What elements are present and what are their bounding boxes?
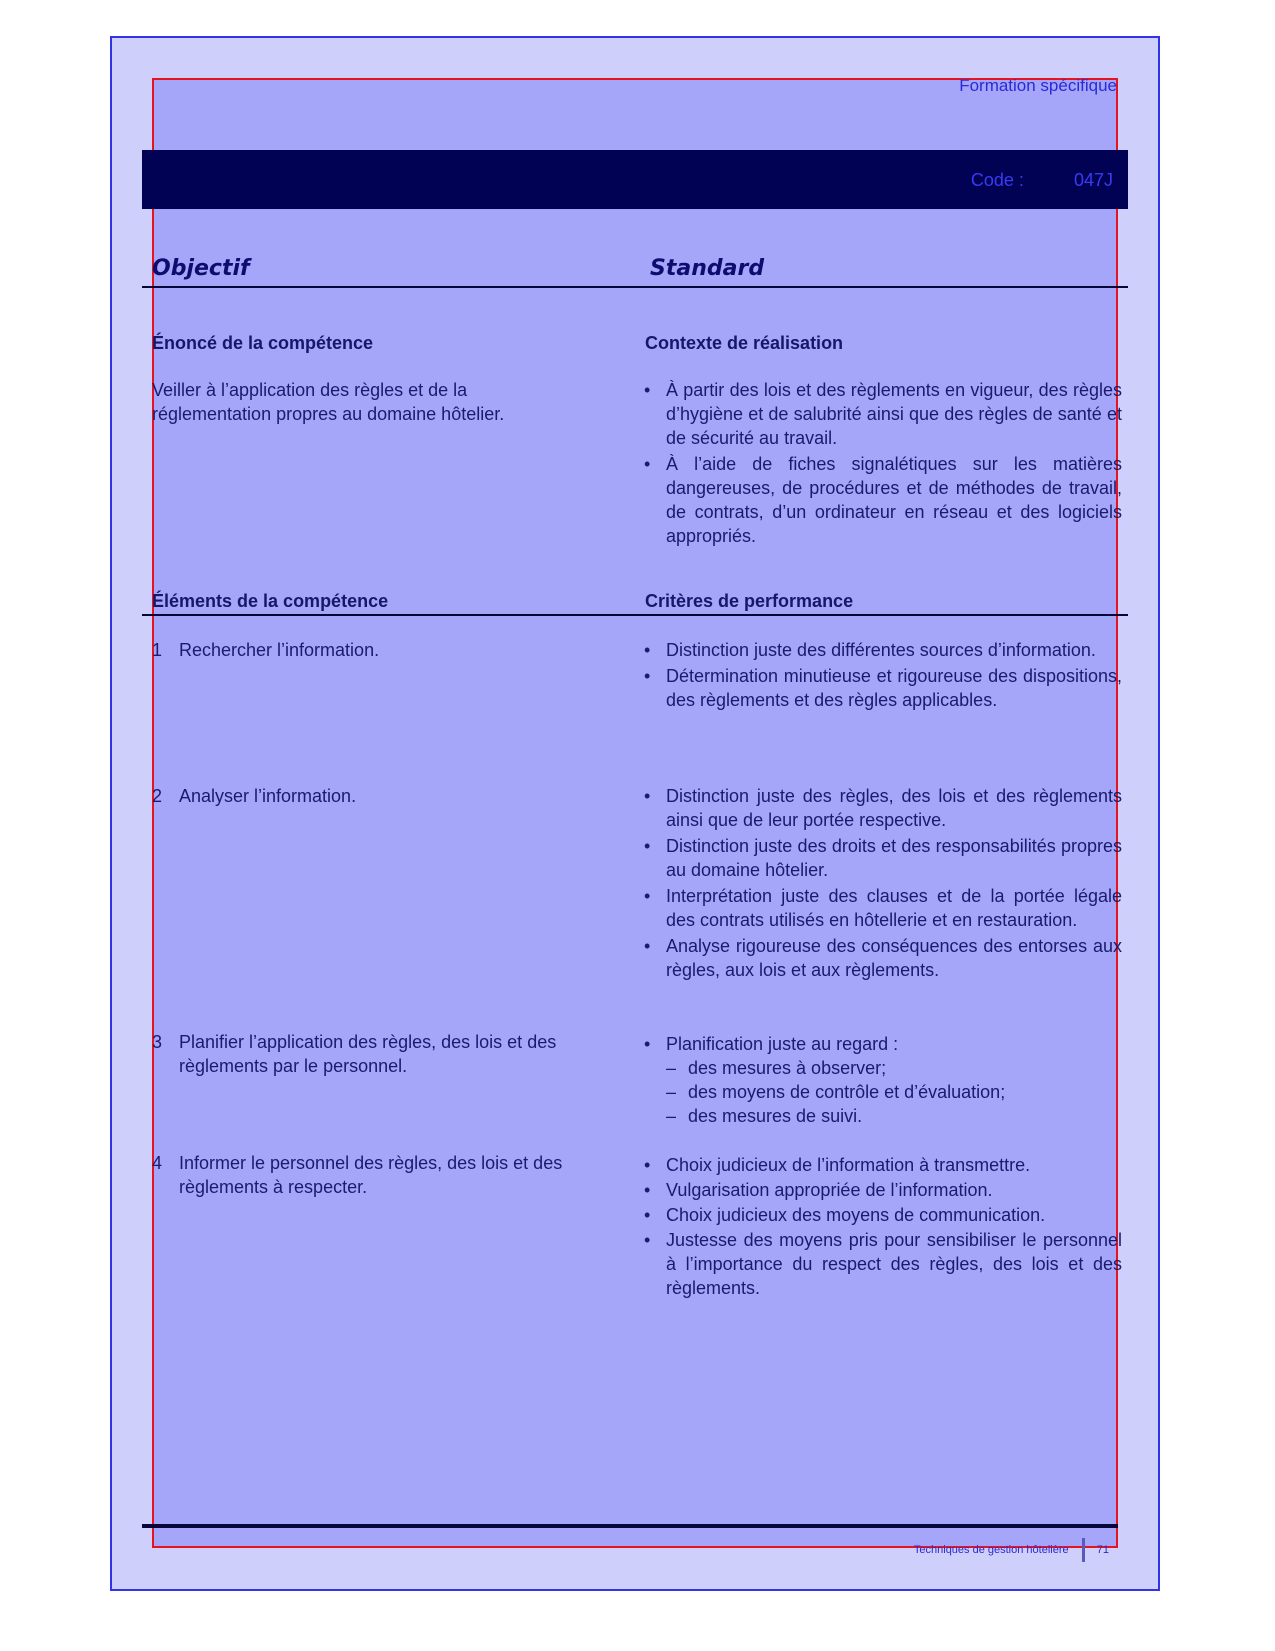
- criterion-item: • Planification juste au regard :: [642, 1032, 1122, 1056]
- heading-rule: [142, 286, 1128, 288]
- elements-rule: [142, 614, 1128, 616]
- element-1: [152, 638, 642, 662]
- top-label: Formation spécifique: [959, 76, 1117, 95]
- footer: [914, 1544, 1109, 1556]
- sub-criterion-item: – des moyens de contrôle et d’évaluation;: [666, 1080, 1122, 1104]
- element-text: Informer le personnel des règles, des lois et des règlements à respecter.: [179, 1153, 563, 1197]
- element-text: Analyser l’information.: [179, 786, 357, 806]
- criterion-item: • Distinction juste des règles, des lois et des règlements ainsi que de leur portée respective.: [642, 784, 1122, 832]
- footer-rule: [142, 1524, 1118, 1528]
- elements-title: Éléments de la compétence: [152, 591, 389, 611]
- element-text: Rechercher l’information.: [179, 640, 380, 660]
- code-value: 047J: [1073, 170, 1113, 190]
- criteria-list-2: [642, 784, 1122, 982]
- element-2: [152, 784, 642, 808]
- sub-criterion-item: – des mesures à observer;: [666, 1056, 1122, 1080]
- criteria-title: Critères de performance: [645, 591, 854, 611]
- column-heading-objective: Objectif: [152, 256, 250, 281]
- element-number: 1: [152, 640, 163, 660]
- criteria-list-4: [642, 1153, 1122, 1300]
- page-number: 71: [1096, 1544, 1109, 1556]
- element-number: 4: [152, 1153, 163, 1173]
- code-line: [971, 170, 1113, 191]
- context-item: • À partir des lois et des règlements en vigueur, des règles d’hygiène et de salubrité ainsi que des règles de santé et de sécurité au travail.: [642, 378, 1122, 450]
- statement-text: Veiller à l’application des règles et de la réglementation propres au domaine hôtelier.: [152, 380, 505, 424]
- element-4: [152, 1151, 642, 1199]
- criterion-item: • Distinction juste des droits et des responsabilités propres au domaine hôtelier.: [642, 834, 1122, 882]
- element-number: 3: [152, 1032, 163, 1052]
- criteria-list-3: [642, 1032, 1122, 1128]
- criterion-item: • Justesse des moyens pris pour sensibiliser le personnel à l’importance du respect des règles, des lois et des règlements.: [642, 1228, 1122, 1300]
- footer-divider: [1082, 1538, 1085, 1562]
- sub-criterion-item: – des mesures de suivi.: [666, 1104, 1122, 1128]
- criterion-item: • Choix judicieux de l’information à transmettre.: [642, 1153, 1122, 1177]
- context-list: [642, 378, 1122, 548]
- element-text: Planifier l’application des règles, des lois et des règlements par le personnel.: [179, 1032, 557, 1076]
- element-3: [152, 1030, 642, 1078]
- context-item: • À l’aide de fiches signalétiques sur les matières dangereuses, de procédures et de méthodes de travail, de contrats, d’un ordinateur en réseau et des logiciels appropriés.: [642, 452, 1122, 548]
- context-title: Contexte de réalisation: [645, 333, 844, 353]
- criterion-item: • Analyse rigoureuse des conséquences des entorses aux règles, aux lois et aux règlements.: [642, 934, 1122, 982]
- statement-title: Énoncé de la compétence: [152, 333, 374, 353]
- element-number: 2: [152, 786, 163, 806]
- criteria-list-1: [642, 638, 1122, 712]
- criterion-item: • Choix judicieux des moyens de communication.: [642, 1203, 1122, 1227]
- criterion-item: • Interprétation juste des clauses et de la portée légale des contrats utilisés en hôtellerie et en restauration.: [642, 884, 1122, 932]
- footer-program: Techniques de gestion hôtelière: [913, 1544, 1069, 1556]
- column-heading-standard: Standard: [650, 256, 765, 281]
- criterion-item: • Détermination minutieuse et rigoureuse des dispositions, des règlements et des règles applicables.: [642, 664, 1122, 712]
- criterion-item: • Distinction juste des différentes sources d’information.: [642, 638, 1122, 662]
- criterion-item: • Vulgarisation appropriée de l’information.: [642, 1178, 1122, 1202]
- code-label: Code :: [970, 170, 1024, 190]
